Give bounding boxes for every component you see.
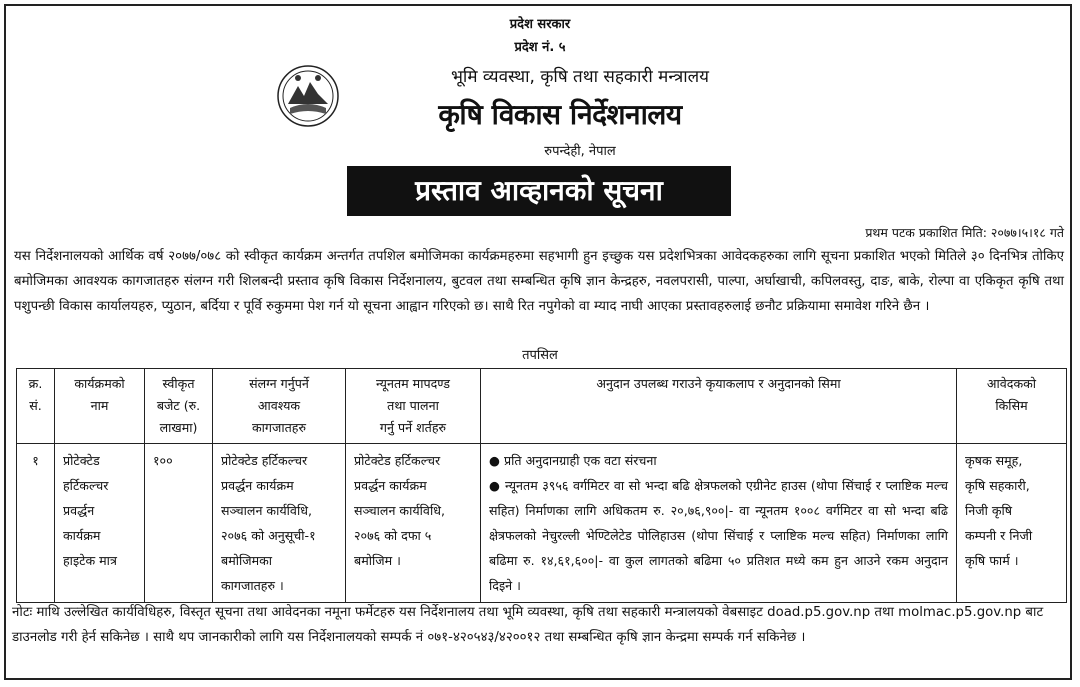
activity-bullet-1: ● प्रति अनुदानग्राही एक वटा संरचना: [489, 453, 657, 468]
table-row: [17, 444, 1067, 603]
government-label: प्रदेश सरकार: [509, 17, 571, 32]
cell-budget: १००: [145, 444, 213, 603]
header-program: कार्यक्रमको नाम: [55, 369, 145, 444]
notice-title: प्रस्ताव आव्हानको सूचना: [347, 166, 731, 216]
cell-sn: १: [17, 444, 55, 603]
schedule-caption: तपसिल: [522, 348, 558, 363]
cell-documents: प्रोटेक्टेड हर्टिकल्चर प्रवर्द्धन कार्यक्रम सञ्चालन कार्यविधि, २०७६ को अनुसूची-१ बमोजिमका कागजातहरु ।: [213, 444, 346, 603]
province-label: प्रदेश नं. ५: [514, 40, 566, 55]
department-name: कृषि विकास निर्देशनालय: [438, 98, 682, 131]
table-header-row: [17, 369, 1067, 444]
header-activity: अनुदान उपलब्ध गराउने कृयाकलाप र अनुदानको सिमा: [481, 369, 957, 444]
first-published-date: प्रथम पटक प्रकाशित मिति: २०७७।५।१८ गते: [865, 225, 1064, 240]
cell-activity: [481, 444, 957, 603]
header-sn: क्र. सं.: [17, 369, 55, 444]
header-applicant: आवेदकको किसिम: [957, 369, 1067, 444]
schedule-table: [16, 368, 1067, 603]
header-documents: संलग्न गर्नुपर्ने आवश्यक कागजातहरु: [213, 369, 346, 444]
cell-program: प्रोटेक्टेड हर्टिकल्चर प्रवर्द्धन कार्यक्रम हाइटेक मात्र: [55, 444, 145, 603]
header-budget: स्वीकृत बजेट (रु. लाखमा): [145, 369, 213, 444]
ministry-name: भूमि व्यवस्था, कृषि तथा सहकारी मन्त्रालय: [450, 67, 710, 87]
department-location: रुपन्देही, नेपाल: [544, 144, 616, 159]
activity-bullet-2: ● न्यूनतम ३९५६ वर्गमिटर वा सो भन्दा बढि क्षेत्रफलको एग्रीनेट हाउस (थोपा सिंचाई र प्लाष्टिक मल्च सहित) निर्माणका लागि अधिकतम रु. २०,७६,९००|- वा न्यूनतम १००८ वर्गमिटर वा सो भन्दा बढि क्षेत्रफलको नेचुरल्ली भेण्टिलेटेड पोलिहाउस (थोपा सिंचाई र प्लाष्टिक मल्च सहित) निर्माणका लागि बढिमा रु. १४,६१,६००|- वा कुल लागतको बढिमा ५० प्रतिशत मध्ये कम हुन आउने रकम अनुदान दिइने ।: [489, 478, 948, 593]
footer-note: नोटः माथि उल्लेखित कार्यविधिहरु, विस्तृत सूचना तथा आवेदनका नमूना फर्मेटहरु यस निर्देशनालय तथा भूमि व्यवस्था, कृषि तथा सहकारी मन्त्रालयको वेबसाइट doad.p5.gov.np तथा molmac.p5.gov.np बाट डाउनलोड गरी हेर्न सकिनेछ । साथै थप जानकारीको लागि यस निर्देशनालयको सम्पर्क नं ०७१-४२०५४३/४२००१२ तथा सम्बन्धित कृषि ज्ञान केन्द्रमा सम्पर्क गर्न सकिनेछ ।: [12, 605, 1044, 645]
cell-criteria: प्रोटेक्टेड हर्टिकल्चर प्रवर्द्धन कार्यक्रम सञ्चालन कार्यविधि, २०७६ को दफा ५ बमोजिम ।: [346, 444, 481, 603]
cell-applicant: कृषक समूह, कृषि सहकारी, निजी कृषि कम्पनी र निजी कृषि फार्म ।: [957, 444, 1067, 603]
header-criteria: न्यूनतम मापदण्ड तथा पालना गर्नु पर्ने शर्तहरु: [346, 369, 481, 444]
bullet-icon: ●: [489, 453, 504, 468]
intro-paragraph: यस निर्देशनालयको आर्थिक वर्ष २०७७/०७८ को स्वीकृत कार्यक्रम अन्तर्गत तपशिल बमोजिमका कार्यक्रमहरुमा सहभागी हुन इच्छुक यस प्रदेशभित्रका आवेदकहरुका लागि सूचना प्रकाशित भएको मितिले ३० दिनभित्र तोकिए बमोजिमका आवश्यक कागजातहरु संलग्न गरी शिलबन्दी प्रस्ताव कृषि विकास निर्देशनालय, बुटवल तथा सम्बन्धित कृषि ज्ञान केन्द्रहरु, नवलपरासी, पाल्पा, अर्घाखाची, कपिलवस्तु, दाङ, बाके, रोल्पा वा एकिकृत कृषि तथा पशुपन्छी विकास कार्यालयहरु, प्युठान, बर्दिया र पूर्वि रुकुममा पेश गर्न यो सूचना आह्वान गरिएको छ। साथै रित नपुगेको वा म्याद नाघी आएका प्रस्तावहरुलाई छनौट प्रक्रियामा समावेश गरिने छैन ।: [14, 249, 1064, 314]
bullet-icon: ●: [489, 478, 506, 493]
